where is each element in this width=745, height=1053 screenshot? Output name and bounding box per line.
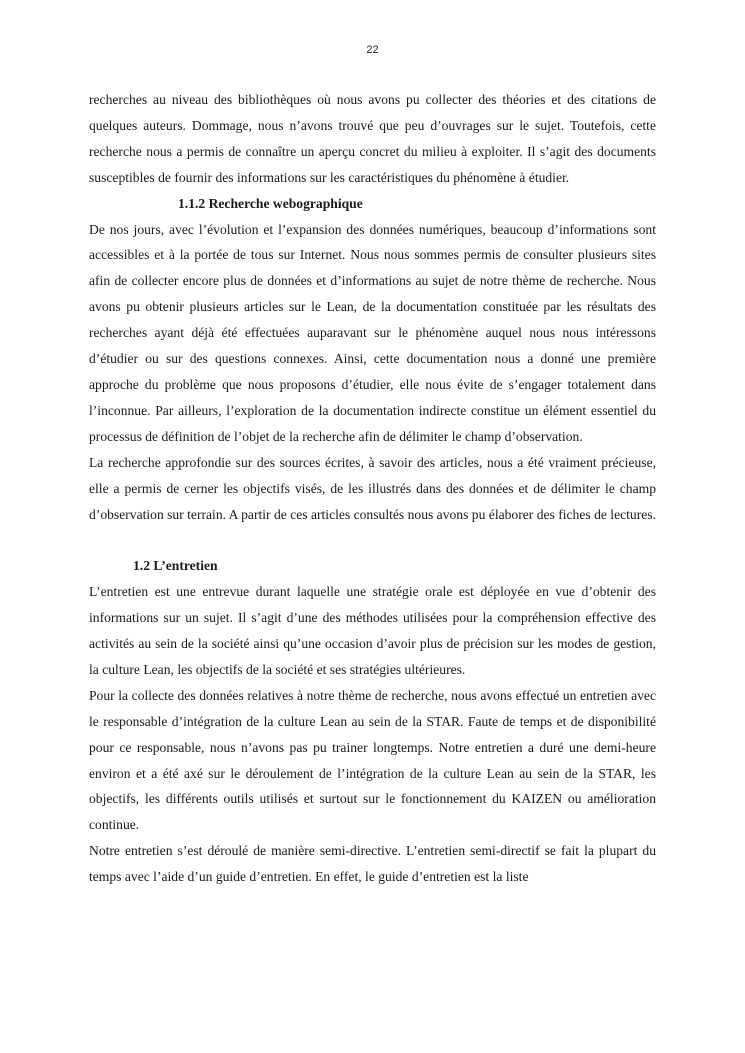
- section-heading-webographique: 1.1.2 Recherche webographique: [178, 195, 363, 211]
- entretien-paragraph-2: Pour la collecte des données relatives à notre thème de recherche, nous avons effectué un entretien avec le responsable d’intégration de la culture Lean au sein de la STAR. Faute de temps et de disponibilité pour ce responsable, nous n’avons pas pu trainer longtemps. Notre entretien a duré une demi-heure environ et a été axé sur le déroulement de l’intégration de la culture Lean au sein de la STAR, les objectifs, les différents outils utilisés et surtout sur le fonctionnement du KAIZEN ou amélioration continue.: [89, 687, 656, 833]
- entretien-paragraph-3: Notre entretien s’est déroulé de manière semi-directive. L’entretien semi-directif se fait la plupart du temps avec l’aide d’un guide d’entretien. En effet, le guide d’entretien est la liste: [89, 843, 656, 885]
- page-number: 22: [366, 44, 379, 56]
- section-heading-entretien: 1.2 L’entretien: [133, 558, 218, 574]
- entretien-paragraph-1: L’entretien est une entrevue durant laquelle une stratégie orale est déployée en vue d’obtenir des informations sur un sujet. Il s’agit d’une des méthodes utilisées pour la compréhension effective des activités au sein de la société ainsi qu’une occasion d’avoir plus de précision sur les modes de gestion, la culture Lean, les objectifs de la société et ses stratégies ultérieures.: [89, 584, 656, 677]
- spacer: [89, 527, 656, 553]
- web-paragraph-1: De nos jours, avec l’évolution et l’expansion des données numériques, beaucoup d’informations sont accessibles et à la portée de tous sur Internet. Nous nous sommes permis de consulter plusieurs sites afin de collecter encore plus de données et d’informations au sujet de notre thème de recherche. Nous avons pu obtenir plusieurs articles sur le Lean, de la documentation constituée par les résultats des recherches ayant déjà été effectuées auparavant sur le phénomène auquel nous nous intéressons d’étudier ou sur des questions connexes. Ainsi, cette documentation nous a donné une première approche du problème que nous proposons d’étudier, elle nous évite de s’engager totalement dans l’inconnue. Par ailleurs, l’exploration de la documentation indirecte constitue un élément essentiel du processus de définition de l’objet de la recherche afin de délimiter le champ d’observation.: [89, 221, 656, 444]
- web-paragraph-2: La recherche approfondie sur des sources écrites, à savoir des articles, nous a été vraiment précieuse, elle a permis de cerner les objectifs visés, de les illustrés dans des données et de délimiter le champ d’observation sur terrain. A partir de ces articles consultés nous avons pu élaborer des fiches de lectures.: [89, 454, 656, 522]
- intro-paragraph: recherches au niveau des bibliothèques où nous avons pu collecter des théories et des citations de quelques auteurs. Dommage, nous n’avons trouvé que peu d’ouvrages sur le sujet. Toutefois, cette recherche nous a permis de connaître un aperçu concret du milieu à exploiter. Il s’agit des documents susceptibles de fournir des informations sur les caractéristiques du phénomène à étudier.: [89, 92, 656, 185]
- document-body: [89, 87, 656, 890]
